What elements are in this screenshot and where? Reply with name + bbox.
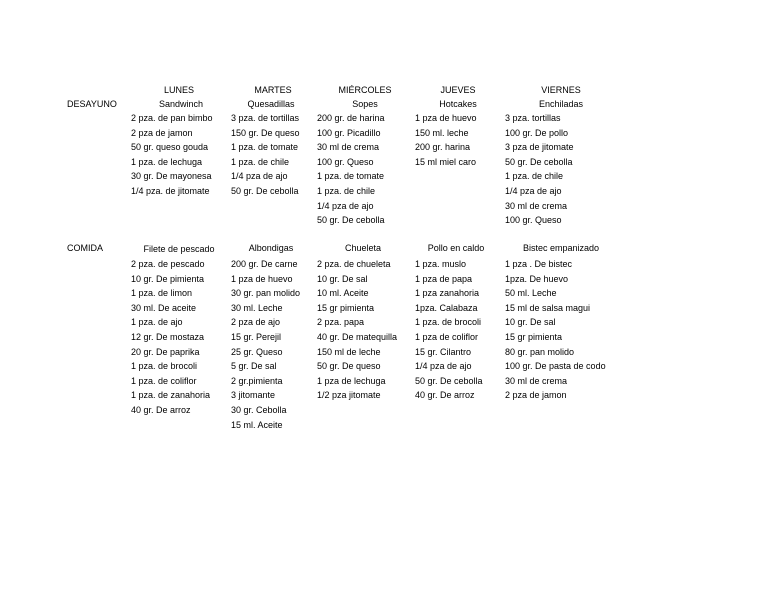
ingredient: 10 gr. De pimienta bbox=[131, 273, 205, 284]
ingredient: 40 gr. De matequilla bbox=[317, 331, 398, 342]
ingredient: 1 pza. muslo bbox=[415, 259, 467, 269]
ingredient: 1 pza. de tomate bbox=[231, 142, 299, 153]
dish-name: Hotcakes bbox=[439, 99, 477, 109]
ingredient: 3 pza. de tortillas bbox=[231, 113, 300, 123]
ingredient: 1 pza. de ajo bbox=[131, 317, 183, 328]
ingredient: 30 ml de crema bbox=[505, 375, 568, 386]
ingredient: 25 gr. Queso bbox=[231, 346, 283, 357]
ingredient: 1/4 pza de ajo bbox=[415, 361, 472, 372]
ingredient: 200 gr. De carne bbox=[231, 259, 298, 269]
ingredient-list bbox=[231, 111, 300, 199]
ingredient: 5 gr. De sal bbox=[231, 361, 277, 372]
ingredient: 200 gr. de harina bbox=[317, 113, 385, 123]
ingredient: 1 pza. de chile bbox=[231, 156, 290, 167]
ingredient: 15 gr pimienta bbox=[317, 302, 375, 313]
ingredient: 1 pza. de tomate bbox=[317, 171, 385, 182]
ingredient: 50 gr. De queso bbox=[317, 361, 381, 372]
ingredient: 30 gr. Cebolla bbox=[231, 404, 287, 415]
ingredient-list bbox=[131, 111, 213, 199]
ingredient: 100 gr. Queso bbox=[505, 215, 562, 226]
meal-label-comida: COMIDA bbox=[67, 243, 103, 253]
ingredient: 1/4 pza de ajo bbox=[505, 185, 562, 196]
day-header-jueves: JUEVES bbox=[440, 85, 476, 95]
ingredient: 150 gr. De queso bbox=[231, 127, 300, 138]
ingredient: 150 ml. leche bbox=[415, 127, 469, 138]
ingredient: 10 gr. De sal bbox=[317, 273, 368, 284]
ingredient: 1 pza de papa bbox=[415, 273, 473, 284]
day-header-lunes: LUNES bbox=[163, 85, 194, 95]
dish-name: Pollo en caldo bbox=[427, 243, 485, 253]
ingredient: 15 gr. Perejil bbox=[231, 331, 282, 342]
day-header-viernes: VIERNES bbox=[541, 85, 581, 95]
ingredient-list bbox=[415, 257, 483, 403]
ingredient: 1/4 pza de ajo bbox=[317, 200, 374, 211]
ingredient: 1/4 pza de ajo bbox=[231, 171, 288, 182]
ingredient: 15 ml de salsa magui bbox=[505, 302, 591, 313]
ingredient: 1 pza. de lechuga bbox=[131, 156, 203, 167]
ingredient: 30 gr. De mayonesa bbox=[131, 171, 212, 182]
ingredient: 1 pza de lechuga bbox=[317, 375, 386, 386]
ingredient: 1 pza zanahoria bbox=[415, 288, 480, 299]
ingredient: 15 gr. Cilantro bbox=[415, 346, 472, 357]
dish-name: Albondigas bbox=[248, 243, 294, 253]
ingredient: 30 ml de crema bbox=[505, 200, 568, 211]
ingredient: 30 ml. De aceite bbox=[131, 302, 197, 313]
ingredient-list bbox=[231, 257, 300, 432]
ingredient: 1pza. De huevo bbox=[505, 273, 569, 284]
meal-label-desayuno: DESAYUNO bbox=[67, 99, 117, 109]
ingredient: 2 pza de jamon bbox=[505, 390, 567, 401]
ingredient: 1 pza de coliflor bbox=[415, 331, 479, 342]
ingredient-list bbox=[415, 111, 477, 169]
ingredient: 50 ml. Leche bbox=[505, 288, 557, 299]
ingredient: 40 gr. De arroz bbox=[131, 404, 191, 415]
ingredient: 2 pza. de chueleta bbox=[317, 259, 391, 269]
ingredient: 40 gr. De arroz bbox=[415, 390, 475, 401]
ingredient: 2 gr.pimienta bbox=[231, 375, 283, 386]
ingredient: 3 jitomante bbox=[231, 390, 276, 401]
ingredient: 1 pza. de limon bbox=[131, 288, 193, 299]
ingredient: 100 gr. Queso bbox=[317, 156, 374, 167]
ingredient: 1 pza. de brocoli bbox=[131, 361, 198, 372]
ingredient: 2 pza. papa bbox=[317, 317, 365, 328]
ingredient-list bbox=[317, 111, 385, 228]
day-header-martes: MARTES bbox=[254, 85, 292, 95]
ingredient: 50 gr. De cebolla bbox=[415, 375, 483, 386]
dish-name: Bistec empanizado bbox=[522, 243, 600, 253]
ingredient: 80 gr. pan molido bbox=[505, 346, 575, 357]
ingredient: 30 ml de crema bbox=[317, 142, 380, 153]
ingredient: 200 gr. harina bbox=[415, 142, 471, 153]
day-header-miercoles: MIÉRCOLES bbox=[338, 85, 392, 95]
ingredient: 100 gr. De pasta de codo bbox=[505, 361, 606, 372]
ingredient: 20 gr. De paprika bbox=[131, 346, 200, 357]
ingredient: 15 gr pimienta bbox=[505, 331, 563, 342]
ingredient: 50 gr. De cebolla bbox=[505, 156, 573, 167]
ingredient: 1 pza de huevo bbox=[231, 273, 293, 284]
ingredient: 15 ml. Aceite bbox=[231, 419, 283, 430]
ingredient: 1 pza. de chile bbox=[505, 171, 564, 182]
ingredient: 100 gr. De pollo bbox=[505, 127, 569, 138]
ingredient: 3 pza. tortillas bbox=[505, 113, 561, 123]
dish-name: Sandwinch bbox=[158, 99, 204, 109]
dish-name: Chueleta bbox=[344, 243, 382, 253]
ingredient: 1/2 pza jitomate bbox=[317, 390, 381, 401]
ingredient: 12 gr. De mostaza bbox=[131, 331, 205, 342]
ingredient: 30 gr. pan molido bbox=[231, 288, 301, 299]
ingredient: 2 pza de ajo bbox=[231, 317, 281, 328]
ingredient: 30 ml. Leche bbox=[231, 302, 283, 313]
ingredient: 1 pza de huevo bbox=[415, 113, 477, 123]
ingredient: 2 pza. de pescado bbox=[131, 259, 205, 269]
ingredient: 50 gr. queso gouda bbox=[131, 142, 209, 153]
dish-name: Enchiladas bbox=[538, 99, 584, 109]
ingredient: 50 gr. De cebolla bbox=[317, 215, 385, 226]
ingredient: 2 pza de jamon bbox=[131, 127, 193, 138]
ingredient: 3 pza de jitomate bbox=[505, 142, 574, 153]
ingredient: 1/4 pza. de jitomate bbox=[131, 185, 210, 196]
dish-name: Quesadillas bbox=[247, 99, 295, 109]
dish-name: Filete de pescado bbox=[143, 244, 215, 254]
ingredient-list bbox=[317, 257, 397, 403]
ingredient: 15 ml miel caro bbox=[415, 156, 477, 167]
ingredient: 1 pza. de coliflor bbox=[131, 375, 197, 386]
ingredient-list bbox=[505, 257, 606, 403]
ingredient: 150 ml de leche bbox=[317, 346, 381, 357]
ingredient: 10 gr. De sal bbox=[505, 317, 556, 328]
ingredient: 1 pza. de chile bbox=[317, 185, 376, 196]
ingredient-list bbox=[131, 257, 210, 418]
ingredient: 100 gr. Picadillo bbox=[317, 127, 381, 138]
ingredient: 50 gr. De cebolla bbox=[231, 185, 299, 196]
ingredient: 1 pza. de brocoli bbox=[415, 317, 482, 328]
ingredient-list bbox=[505, 111, 574, 228]
ingredient: 1 pza . De bistec bbox=[505, 259, 573, 269]
dish-name: Sopes bbox=[352, 99, 378, 109]
ingredient: 1pza. Calabaza bbox=[415, 302, 478, 313]
ingredient: 2 pza. de pan bimbo bbox=[131, 113, 213, 123]
ingredient: 10 ml. Aceite bbox=[317, 288, 369, 299]
ingredient: 1 pza. de zanahoria bbox=[131, 390, 211, 401]
